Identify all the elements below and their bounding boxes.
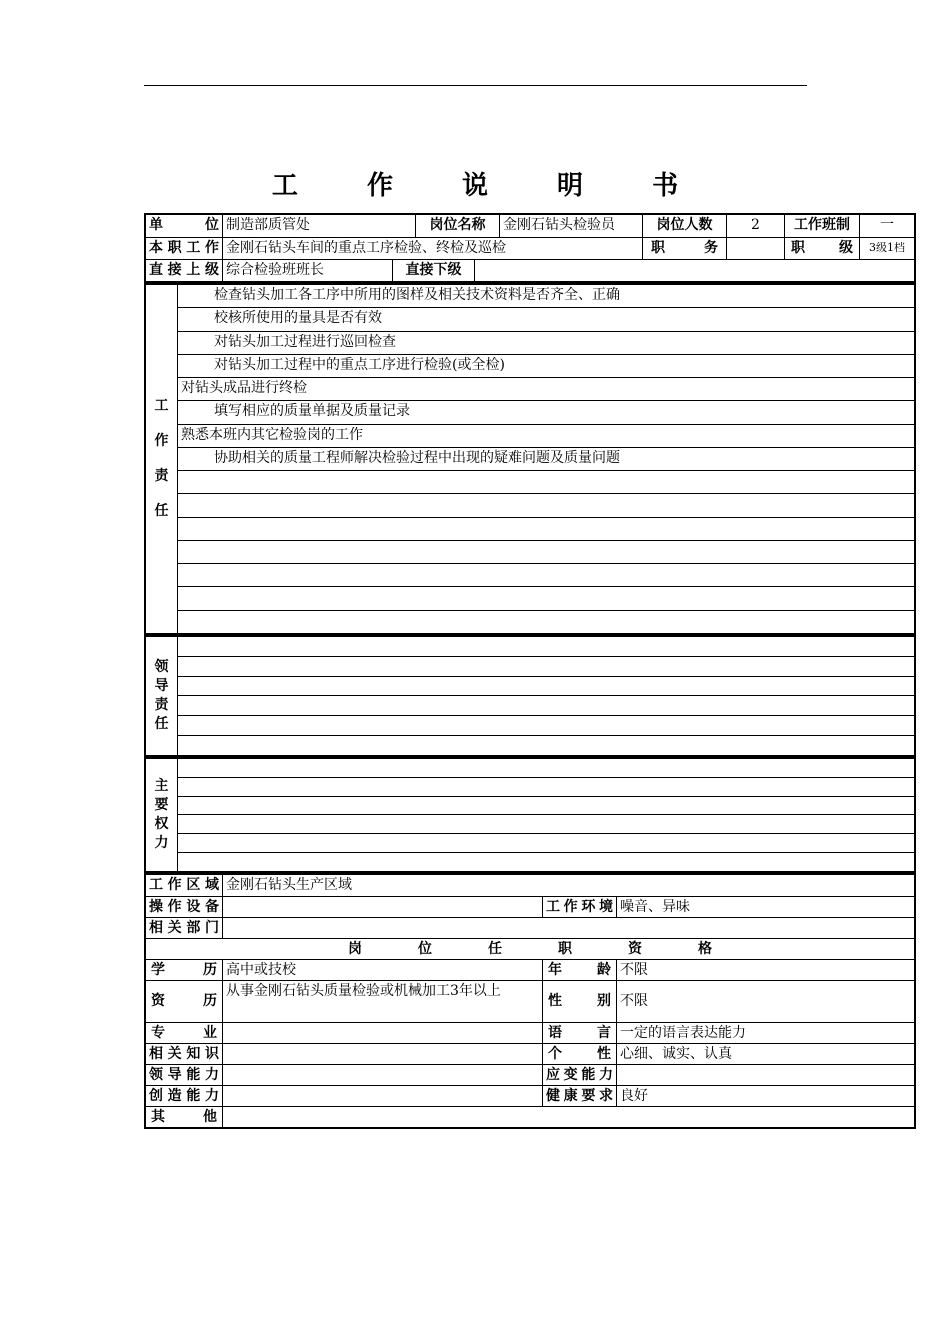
education-value: 高中或技校 xyxy=(222,960,542,980)
list-item xyxy=(178,517,914,540)
adapt-value xyxy=(616,1065,914,1085)
unit-label: 单位 xyxy=(149,217,219,233)
list-item xyxy=(178,777,914,796)
job-description-form xyxy=(144,213,916,1129)
gender-value: 不限 xyxy=(616,981,914,1022)
list-item xyxy=(178,586,914,609)
age-label: 年龄 xyxy=(542,960,616,980)
list-item xyxy=(178,814,914,833)
list-item xyxy=(178,833,914,852)
leadership-ability-value xyxy=(222,1065,542,1085)
list-item: 熟悉本班内其它检验岗的工作 xyxy=(178,424,914,447)
area-value: 金刚石钻头生产区域 xyxy=(222,875,914,896)
environment-label: 工作环境 xyxy=(542,897,616,917)
list-item xyxy=(178,656,914,676)
list-item xyxy=(178,852,914,871)
dept-value xyxy=(222,918,914,938)
gender-label: 性别 xyxy=(542,981,616,1022)
headcount-value: 2 xyxy=(726,215,784,237)
personality-label: 个性 xyxy=(542,1044,616,1064)
powers-block xyxy=(144,757,916,873)
experience-value: 从事金刚石钻头质量检验或机械加工3年以上 xyxy=(222,981,542,1022)
list-item: 填写相应的质量单据及质量记录 xyxy=(178,400,914,423)
duty-label: 职务 xyxy=(642,238,726,259)
header-block xyxy=(144,213,916,283)
unit-value: 制造部质管处 xyxy=(222,215,415,237)
work-qualification-block xyxy=(144,873,916,1129)
headcount-label: 岗位人数 xyxy=(642,215,726,237)
list-item xyxy=(178,695,914,715)
language-label: 语言 xyxy=(542,1023,616,1043)
major-value xyxy=(222,1023,542,1043)
duty-value xyxy=(726,238,784,259)
list-item xyxy=(178,563,914,586)
knowledge-label: 相关知识 xyxy=(149,1046,219,1062)
powers-side-label: 主 要 权 力 xyxy=(146,759,178,871)
leadership-block xyxy=(144,635,916,757)
document-title: 工 作 说 明 书 xyxy=(271,171,709,201)
list-item xyxy=(178,735,914,755)
list-item xyxy=(178,796,914,815)
grade-label: 职级 xyxy=(784,238,859,259)
responsibilities-list xyxy=(178,285,914,633)
subordinate-value xyxy=(474,260,914,281)
list-item: 校核所使用的量具是否有效 xyxy=(178,307,914,330)
responsibilities-block xyxy=(144,283,916,635)
shift-label: 工作班制 xyxy=(784,215,859,237)
leadership-list xyxy=(178,637,914,755)
list-item: 对钻头成品进行终检 xyxy=(178,377,914,400)
subordinate-label: 直接下级 xyxy=(392,260,474,281)
list-item xyxy=(178,759,914,777)
age-value: 不限 xyxy=(616,960,914,980)
other-value xyxy=(222,1107,914,1127)
health-value: 良好 xyxy=(616,1086,914,1106)
list-item xyxy=(178,676,914,696)
major-label: 专业 xyxy=(151,1025,217,1041)
equipment-label: 操作设备 xyxy=(149,899,219,915)
list-item: 检查钻头加工各工序中所用的图样及相关技术资料是否齐全、正确 xyxy=(214,287,620,303)
list-item xyxy=(178,470,914,493)
shift-value: 一 xyxy=(859,215,914,237)
list-item xyxy=(178,540,914,563)
list-item xyxy=(178,715,914,735)
grade-value: 3级1档 xyxy=(859,238,914,259)
adapt-label: 应变能力 xyxy=(542,1065,616,1085)
list-item: 协助相关的质量工程师解决检验过程中出现的疑难问题及质量问题 xyxy=(178,447,914,470)
responsibilities-side-label: 工 作 责 任 xyxy=(146,285,178,633)
post-name-label: 岗位名称 xyxy=(415,215,499,237)
list-item xyxy=(178,637,914,656)
equipment-value xyxy=(222,897,542,917)
qualification-heading: 岗 位 任 职 资 格 xyxy=(348,941,712,957)
header-rule xyxy=(144,85,807,86)
powers-list xyxy=(178,759,914,871)
post-name-value: 金刚石钻头检验员 xyxy=(499,215,642,237)
superior-label: 直接上级 xyxy=(149,262,219,278)
education-label: 学历 xyxy=(151,962,217,978)
superior-value: 综合检验班班长 xyxy=(222,260,392,281)
leadership-side-label: 领 导 责 任 xyxy=(146,637,178,755)
knowledge-value xyxy=(222,1044,542,1064)
list-item xyxy=(178,610,914,633)
list-item: 对钻头加工过程中的重点工序进行检验(或全检) xyxy=(178,354,914,377)
job-value: 金刚石钻头车间的重点工序检验、终检及巡检 xyxy=(222,238,642,259)
health-label: 健康要求 xyxy=(542,1086,616,1106)
environment-value: 噪音、异味 xyxy=(616,897,914,917)
dept-label: 相关部门 xyxy=(149,920,219,936)
area-label: 工作区域 xyxy=(149,877,219,893)
language-value: 一定的语言表达能力 xyxy=(616,1023,914,1043)
experience-label: 资历 xyxy=(151,993,217,1009)
creative-value xyxy=(222,1086,542,1106)
list-item xyxy=(178,493,914,516)
job-label: 本职工作 xyxy=(149,240,219,256)
personality-value: 心细、诚实、认真 xyxy=(616,1044,914,1064)
creative-label: 创造能力 xyxy=(149,1088,219,1104)
other-label: 其他 xyxy=(151,1109,217,1125)
leadership-ability-label: 领导能力 xyxy=(149,1067,219,1083)
list-item: 对钻头加工过程进行巡回检查 xyxy=(178,331,914,354)
